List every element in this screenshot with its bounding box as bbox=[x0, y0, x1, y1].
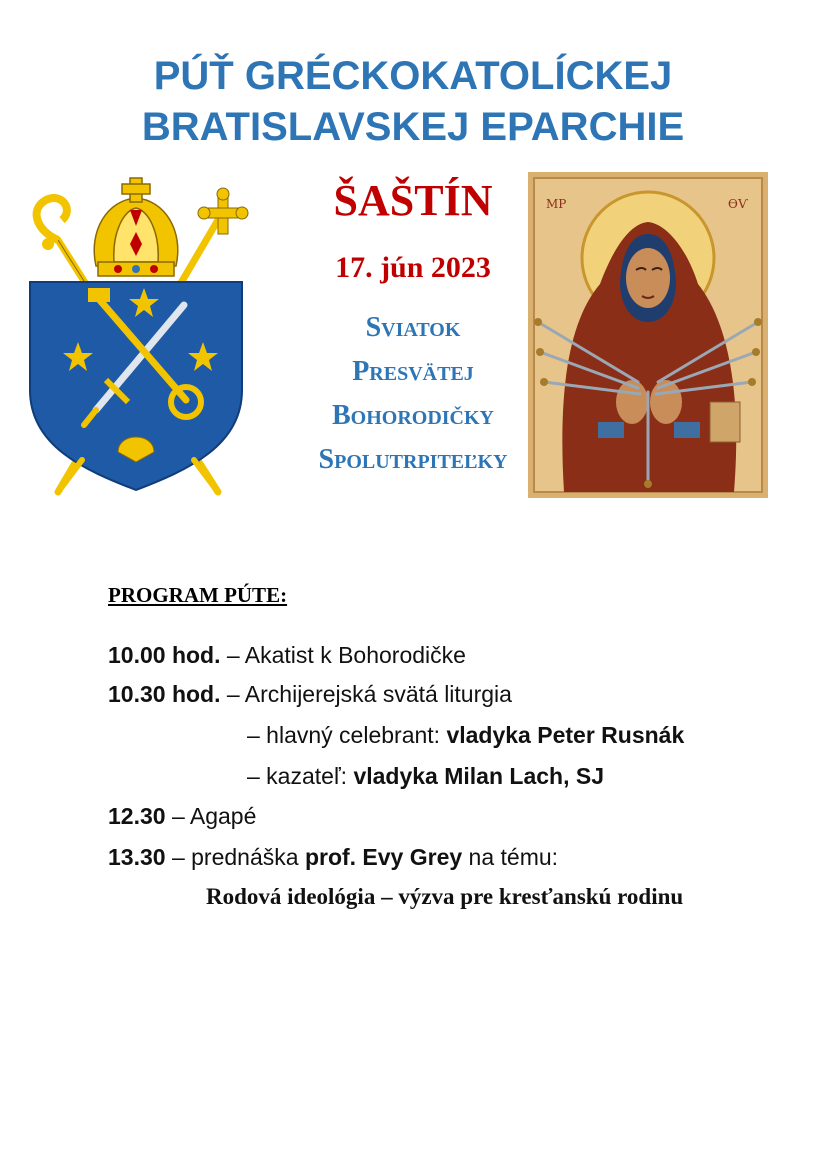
svg-text:МР: МР bbox=[546, 197, 567, 211]
title-line-2: BRATISLAVSKEJ EPARCHIE bbox=[141, 105, 685, 149]
program-text: – kazateľ: bbox=[247, 763, 354, 789]
lecturer-name: prof. Evy Grey bbox=[304, 844, 463, 870]
program-text: – Agapé bbox=[165, 803, 257, 829]
program-item bbox=[247, 720, 684, 750]
program-text: – prednáška bbox=[165, 844, 305, 870]
program-item bbox=[108, 640, 466, 670]
program-item bbox=[247, 761, 604, 791]
feast-line: Presvätej bbox=[352, 356, 474, 387]
program-heading: PROGRAM PÚTE: bbox=[108, 583, 288, 607]
program-time: 12.30 bbox=[108, 803, 166, 829]
program-text: – Archijerejská svätá liturgia bbox=[220, 681, 512, 707]
feast-line: Sviatok bbox=[365, 312, 461, 343]
program-item bbox=[108, 679, 512, 709]
lecture-title: Rodová ideológia – výzva pre kresťanskú rodinu bbox=[206, 884, 684, 909]
feast-line: Bohorodičky bbox=[331, 400, 494, 431]
program-text: – hlavný celebrant: bbox=[247, 722, 447, 748]
theotokos-icon bbox=[528, 172, 768, 498]
program-item bbox=[108, 801, 256, 831]
preacher-name: vladyka Milan Lach, SJ bbox=[353, 763, 604, 789]
feast-line: Spolutrpiteľky bbox=[318, 444, 508, 475]
title-line-1: PÚŤ GRÉCKOKATOLÍCKEJ bbox=[153, 54, 673, 98]
svg-text:ѲѴ: ѲѴ bbox=[728, 197, 749, 211]
program-item bbox=[108, 842, 558, 872]
program-text: na tému: bbox=[462, 844, 559, 870]
program-time: 10.00 hod. bbox=[108, 642, 221, 668]
event-date: 17. jún 2023 bbox=[335, 251, 491, 284]
program-time: 10.30 hod. bbox=[108, 681, 221, 707]
coat-of-arms-icon bbox=[18, 170, 254, 498]
celebrant-name: vladyka Peter Rusnák bbox=[446, 722, 685, 748]
program-text: – Akatist k Bohorodičke bbox=[220, 642, 466, 668]
place-name: ŠAŠTÍN bbox=[333, 176, 493, 225]
program-time: 13.30 bbox=[108, 844, 166, 870]
